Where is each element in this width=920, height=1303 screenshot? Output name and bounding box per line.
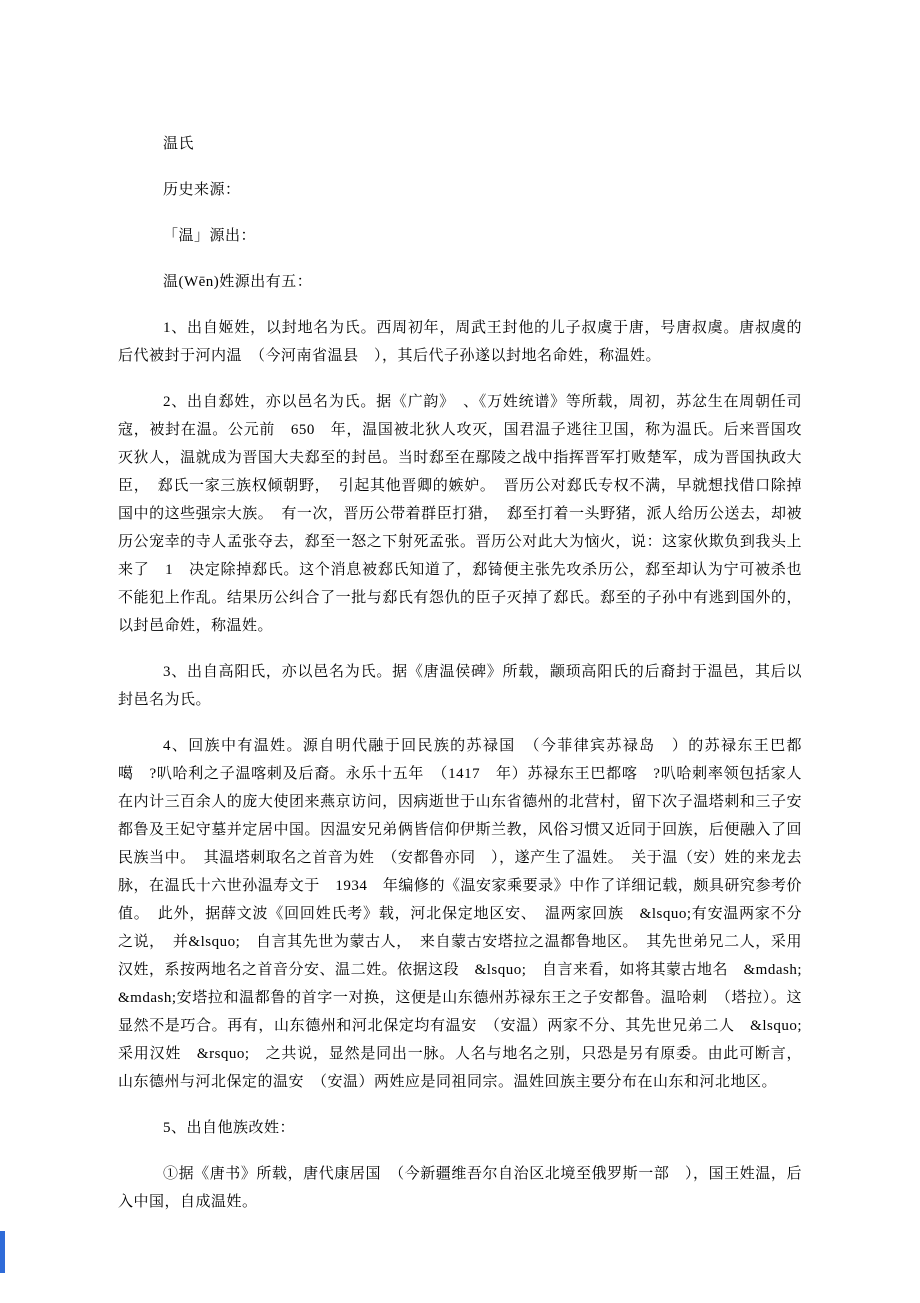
intro-line: 温(Wēn)姓源出有五：	[163, 274, 313, 290]
origin-item-1: 1、出自姬姓，以封地名为氏。西周初年，周武王封他的儿子叔虞于唐，号唐叔虞。唐叔虞的后代被封于河内温 （今河南省温县 ），其后代子孙遂以封地名命姓，称温姓。	[118, 320, 802, 364]
origin-item-2: 2、出自郄姓，亦以邑名为氏。据《广韵》 、《万姓统谱》等所载，周初，苏忿生在周朝任司寇，被封在温。公元前 650 年，温国被北狄人攻灭，国君温子逃往卫国，称为温氏。后来晋国攻灭狄人，温就成为晋国大夫郄至的封邑。当时郄至在鄢陵之战中指挥晋军打败楚军，成为晋国执政大臣， 郄氏一家三族权倾朝野， 引起其他晋卿的嫉妒。 晋历公对郄氏专权不满，早就想找借口除掉国中的这些强宗大族。 有一次，晋历公带着群臣打猎， 郄至打着一头野猪，派人给历公送去，却被历公宠幸的寺人孟张夺去，郄至一怒之下射死孟张。晋历公对此大为恼火，说：这家伙欺负到我头上来了 1 决定除掉郄氏。这个消息被郄氏知道了，郄锜便主张先攻杀历公，郄至却认为宁可被杀也不能犯上作乱。结果历公纠合了一批与郄氏有怨仇的臣子灭掉了郄氏。郄至的子孙中有逃到国外的，以封邑命姓，称温姓。	[118, 394, 802, 634]
doc-title: 温氏	[163, 136, 195, 152]
origin-item-3: 3、出自高阳氏，亦以邑名为氏。据《唐温侯碑》所载，颛顼高阳氏的后裔封于温邑，其后以封邑名为氏。	[118, 664, 802, 708]
document-page	[118, 130, 818, 1234]
section-heading-wen-origin: 「温」源出：	[163, 228, 257, 244]
page-edge-artifact	[0, 1231, 5, 1273]
section-heading-history-source: 历史来源：	[163, 182, 241, 198]
origin-item-5-heading: 5、出自他族改姓：	[163, 1120, 296, 1136]
origin-item-4: 4、回族中有温姓。源自明代融于回民族的苏禄国 （今菲律宾苏禄岛 ）的苏禄东王巴都噶 ?叭哈利之子温喀刺及后裔。永乐十五年 （1417 年）苏禄东王巴都喀 ?叭哈刺率领包括家人在内计三百余人的庞大使团来燕京访问，因病逝世于山东省德州的北营村，留下次子温塔刺和三子安都鲁及王妃守墓并定居中国。因温安兄弟俩皆信仰伊斯兰教，风俗习惯又近同于回族，后便融入了回民族当中。 其温塔刺取名之首音为姓 （安都鲁亦同 ），遂产生了温姓。 关于温（安）姓的来龙去脉，在温氏十六世孙温寿文于 1934 年编修的《温安家乘要录》中作了详细记载，颇具研究参考价值。 此外，据薛文波《回回姓氏考》载，河北保定地区安、 温两家回族 &lsquo;有安温两家不分之说， 并&lsquo; 自言其先世为蒙古人， 来自蒙古安塔拉之温都鲁地区。 其先世弟兄二人，采用汉姓，系按两地名之首音分安、温二姓。依据这段 &lsquo; 自言来看，如将其蒙古地名 &mdash;&mdash;安塔拉和温都鲁的首字一对换，这便是山东德州苏禄东王之子安都鲁。温哈刺 （塔拉）。这显然不是巧合。再有，山东德州和河北保定均有温安 （安温）两家不分、其先世兄弟二人 &lsquo; 采用汉姓 &rsquo; 之共说，显然是同出一脉。人名与地名之别，只恐是另有原委。由此可断言，山东德州与河北保定的温安 （安温）两姓应是同祖同宗。温姓回族主要分布在山东和河北地区。	[118, 738, 818, 1090]
origin-item-5-sub-1: ①据《唐书》所载，唐代康居国 （今新疆维吾尔自治区北境至俄罗斯一部 ），国王姓温，后入中国，自成温姓。	[118, 1166, 802, 1210]
